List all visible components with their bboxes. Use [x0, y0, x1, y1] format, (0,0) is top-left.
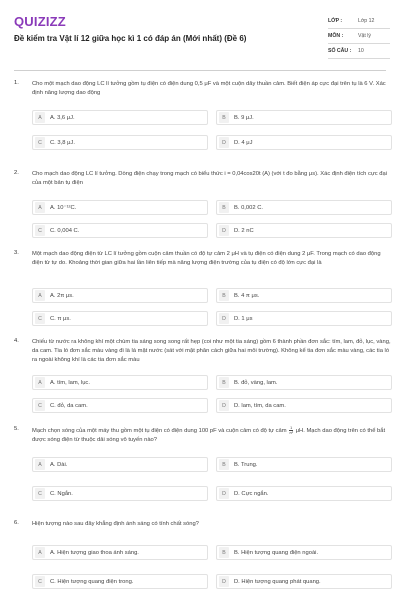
- option-text: C. Hiện tượng quang điện trong.: [50, 578, 134, 585]
- option-b[interactable]: [216, 200, 392, 215]
- option-a[interactable]: [32, 200, 208, 215]
- option-text: A. 3,6 μJ.: [50, 114, 75, 121]
- option-letter: B: [219, 202, 229, 213]
- option-letter: B: [219, 459, 229, 470]
- question-text-after: μH. Mạch dao động trên có thể bắt được sóng điện từ thuộc dải sóng vô tuyến nào?: [32, 428, 386, 443]
- option-c[interactable]: [32, 135, 208, 150]
- option-letter: C: [35, 488, 45, 499]
- option-letter: C: [35, 400, 45, 411]
- option-text: C. đỏ, da cam.: [50, 402, 88, 409]
- option-text: D. Hiện tượng quang phát quang.: [234, 578, 321, 585]
- option-b[interactable]: [216, 375, 392, 390]
- option-text: C. 0,004 C.: [50, 227, 80, 234]
- option-c[interactable]: [32, 574, 208, 589]
- option-letter: D: [219, 576, 229, 587]
- page-title: Đề kiểm tra Vật lí 12 giữa học kì 1 có đáp án (Mới nhất) (Đề 6): [14, 34, 247, 43]
- option-text: B. Hiện tượng quang điện ngoài.: [234, 549, 319, 556]
- option-d[interactable]: [216, 486, 392, 501]
- question-text: Một mạch dao động điện từ LC lí tưởng gồm cuộn cảm thuần có độ tự cảm 2 μH và tụ điện có điện dung 2 μF. Trong mạch có dao động điện từ tự do. Khoảng thời gian giữa hai lần liên tiếp mà năng lượng điện trường của tụ điện có độ lớn cực đại là: [32, 251, 381, 266]
- question-text: Chiếu từ nước ra không khí một chùm tia sáng song song rất hẹp (coi như một tia sáng) gồm 6 thành phần đơn sắc: tím, lam, đỏ, lục, vàng, da cam. Tia ló đơn sắc màu vàng đi là lá mặt nước (sát với mặt phân cách giữa hai môi trường). Không kể tia đơn sắc màu vàng, các tia ló ra ngoài không khí là các tia đơn sắc màu: [32, 339, 391, 363]
- option-letter: D: [219, 225, 229, 236]
- option-c[interactable]: [32, 398, 208, 413]
- question-text-before: Mạch chọn sóng của một máy thu gồm một tụ điện có điện dung 100 pF và cuộn cảm có độ tự cảm: [32, 428, 287, 435]
- question-text: Cho một mạch dao động LC lí tưởng gồm tụ điện có điện dung 0,5 μF và một cuộn dây thuần cảm. Biết điện áp cực đại trên tụ là 6 V. Xác định năng lượng dao động: [32, 81, 386, 96]
- option-text: A. 10⁻¹²C.: [50, 204, 77, 211]
- option-a[interactable]: [32, 375, 208, 390]
- meta-count-label: SỐ CÂU :: [328, 48, 352, 54]
- option-text: B. 4 π μs.: [234, 292, 260, 299]
- option-a[interactable]: [32, 288, 208, 303]
- quizizz-logo: QUIZIZZ: [14, 14, 66, 29]
- header: [0, 0, 400, 70]
- meta-subject-label: MÔN :: [328, 33, 344, 39]
- option-letter: D: [219, 488, 229, 499]
- option-letter: A: [35, 547, 45, 558]
- option-letter: B: [219, 112, 229, 123]
- option-text: D. Cực ngắn.: [234, 490, 269, 497]
- option-text: C. π μs.: [50, 315, 71, 322]
- option-b[interactable]: [216, 288, 392, 303]
- option-text: D. 2 nC: [234, 227, 254, 234]
- option-letter: C: [35, 576, 45, 587]
- meta-subject-value: Vật lý: [358, 33, 371, 39]
- option-letter: B: [219, 547, 229, 558]
- option-b[interactable]: [216, 545, 392, 560]
- option-text: A. Dài.: [50, 461, 68, 468]
- meta-count-row: [328, 44, 390, 59]
- option-letter: C: [35, 137, 45, 148]
- option-letter: A: [35, 290, 45, 301]
- option-letter: D: [219, 400, 229, 411]
- meta-box: [328, 14, 390, 59]
- option-text: A. Hiện tượng giao thoa ánh sáng.: [50, 549, 139, 556]
- meta-class-value: Lớp 12: [358, 18, 375, 24]
- option-c[interactable]: [32, 223, 208, 238]
- question-number: 6.: [14, 520, 19, 526]
- header-divider: [14, 70, 386, 71]
- option-d[interactable]: [216, 398, 392, 413]
- question-text: [32, 426, 392, 445]
- option-text: D. lam, tím, da cam.: [234, 402, 286, 409]
- option-text: B. đỏ, vàng, lam.: [234, 379, 278, 386]
- question-number: 4.: [14, 338, 19, 344]
- option-text: D. 1 μs: [234, 315, 253, 322]
- option-d[interactable]: [216, 223, 392, 238]
- option-text: A. 2π μs.: [50, 292, 74, 299]
- option-c[interactable]: [32, 486, 208, 501]
- option-a[interactable]: [32, 545, 208, 560]
- option-a[interactable]: [32, 457, 208, 472]
- option-letter: A: [35, 377, 45, 388]
- fraction-denominator: π²: [289, 431, 294, 435]
- option-letter: A: [35, 112, 45, 123]
- option-text: C. 3,8 μJ.: [50, 139, 75, 146]
- option-a[interactable]: [32, 110, 208, 125]
- fraction: [289, 426, 293, 435]
- option-c[interactable]: [32, 311, 208, 326]
- option-letter: C: [35, 313, 45, 324]
- meta-count-value: 10: [358, 48, 364, 54]
- option-text: B. 9 μJ.: [234, 114, 254, 121]
- question-text: Hiện tượng nào sau đây khẳng định ánh sáng có tính chất sóng?: [32, 521, 199, 527]
- option-d[interactable]: [216, 574, 392, 589]
- fraction-numerator: 1: [290, 426, 293, 430]
- question-number: 1.: [14, 80, 19, 86]
- option-letter: D: [219, 137, 229, 148]
- option-d[interactable]: [216, 311, 392, 326]
- option-letter: B: [219, 290, 229, 301]
- meta-subject-row: [328, 29, 390, 44]
- option-text: B. 0,002 C.: [234, 204, 264, 211]
- option-letter: D: [219, 313, 229, 324]
- option-letter: A: [35, 202, 45, 213]
- option-b[interactable]: [216, 457, 392, 472]
- option-letter: B: [219, 377, 229, 388]
- question-number: 2.: [14, 170, 19, 176]
- option-b[interactable]: [216, 110, 392, 125]
- option-d[interactable]: [216, 135, 392, 150]
- option-letter: C: [35, 225, 45, 236]
- option-text: D. 4 μJ: [234, 139, 253, 146]
- meta-class-label: LỚP :: [328, 18, 343, 24]
- option-letter: A: [35, 459, 45, 470]
- question-number: 3.: [14, 250, 19, 256]
- option-text: A. tím, lam, lục.: [50, 379, 90, 386]
- meta-class-row: [328, 14, 390, 29]
- question-number: 5.: [14, 426, 19, 432]
- question-text: Cho mạch dao động LC lí tưởng. Dòng điện chạy trong mạch có biểu thức i = 0,04cos20t (A) (với t đo bằng μs). Xác định điện tích cực đại của một bản tụ điện: [32, 171, 387, 186]
- option-text: C. Ngắn.: [50, 490, 73, 497]
- option-text: B. Trung.: [234, 461, 258, 468]
